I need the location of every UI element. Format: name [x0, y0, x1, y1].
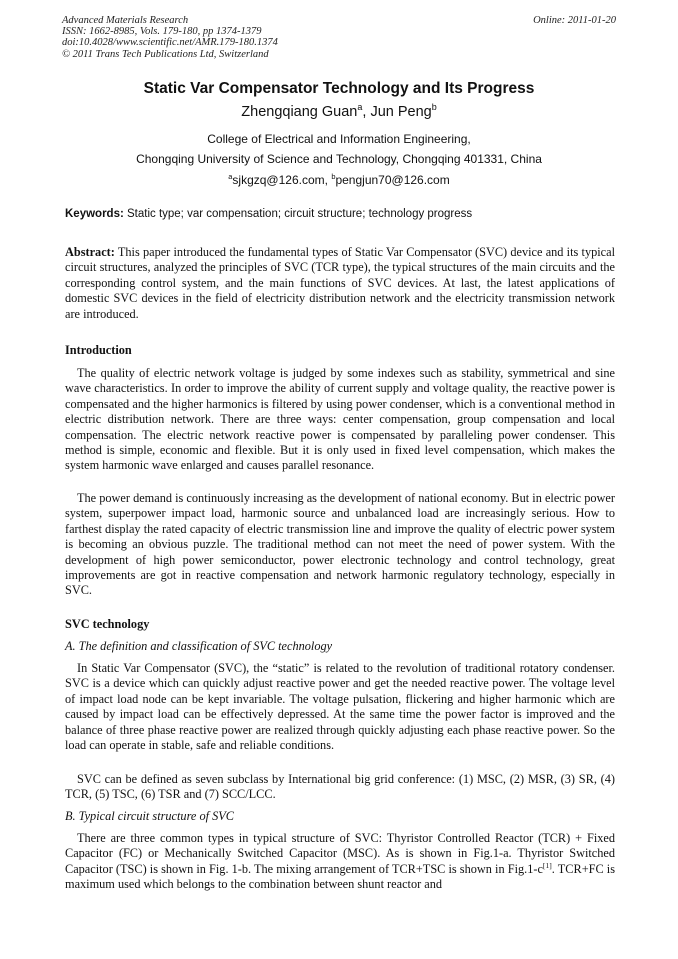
email-address: sjkgzq@126.com, [232, 173, 332, 187]
subsection-heading: A. The definition and classification of SVC technology [65, 639, 333, 653]
paragraph [65, 661, 615, 753]
doi-line: doi:10.4028/www.scientific.net/AMR.179-180.1374 [62, 37, 278, 49]
keywords-label: Keywords: [65, 208, 124, 220]
author-name: Jun Peng [370, 104, 432, 120]
affiliation-marker: a [357, 102, 363, 113]
paragraph-text: In Static Var Compensator (SVC), the “static” is related to the revolution of traditional rotatory condenser. SVC is a device which can quickly adjust reactive power and get the needed reactive power. The voltage level of impact load node can be kept invariable. The voltage pulsation, flickering and higher harmonic which are caused by impact load can be effectively depressed. At the same time the power factor is improved and the balance of three phase reactive power are realized through quickly adjusting each phase reactive power. So the load can operate in stable, safe and reliable conditions. [65, 661, 615, 753]
copyright-line: © 2011 Trans Tech Publications Ltd, Switzerland [62, 48, 269, 60]
author-emails [0, 173, 678, 187]
journal-name: Advanced Materials Research [62, 15, 189, 26]
affiliation-line: Chongqing University of Science and Technology, Chongqing 401331, China [136, 152, 542, 166]
author-separator: , [362, 104, 371, 120]
author-list [0, 104, 678, 120]
paragraph [65, 491, 615, 599]
issn-line: ISSN: 1662-8985, Vols. 179-180, pp 1374-1379 [62, 26, 262, 38]
paragraph [65, 772, 615, 803]
citation-ref: [1] [542, 860, 552, 870]
paragraph-text: . TCR+FC is maximum used which belongs to the combination between shunt reactor and [65, 861, 615, 892]
abstract-label: Abstract: [65, 245, 115, 259]
paragraph-text: The power demand is continuously increasing as the development of national economy. But in electric power system, superpower impact load, harmonic source and unbalanced load are increasingly serious. How to farthest display the rated capacity of electric transmission line and improve the quality of electric power system is becoming an obvious puzzle. The traditional method can not meet the need of power system. With the development of high power semiconductor, power electronic technology and control technology, great improvements are got in reactive compensation and network harmonic regulatory technology, especially in SVC. [65, 491, 615, 598]
paragraph [65, 366, 615, 474]
paragraph-text: The quality of electric network voltage is judged by some indexes such as stability, symmetrical and sine wave characteristics. In order to improve the ability of current supply and voltage quality, the reactive power is compensated and the higher harmonics is filtered by using power condenser, which is a conventional method in electric distribution network. There are three ways: center compensation, group compensation and local compensation. The electric network reactive power is compensated by paralleling power condenser. This method is simple, economic and flexible. But it is only used in fixed level compensation, which makes the system harmonic wave enlarged and causes parallel resonance. [65, 366, 615, 473]
subsection-heading: B. Typical circuit structure of SVC [65, 809, 234, 823]
keywords-text: Static type; var compensation; circuit structure; technology progress [123, 208, 473, 220]
abstract [65, 245, 615, 322]
email-marker: a [228, 172, 233, 181]
affiliation-marker: b [431, 102, 437, 113]
online-date: Online: 2011-01-20 [533, 15, 616, 26]
journal-metadata [62, 15, 618, 60]
affiliation-line: College of Electrical and Information Engineering, [207, 132, 471, 146]
section-heading: SVC technology [65, 617, 150, 631]
author-name: Zhengqiang Guan [241, 104, 358, 120]
paragraph-text: There are three common types in typical structure of SVC: Thyristor Controlled Reactor (TCR) + Fixed Capacitor (FC) or Mechanically Switched Capacitor (MSC). As is shown in Fig.1-a. Thyristor Switched Capacitor (TSC) is shown in Fig. 1-b. The mixing arrangement of TCR+TSC is shown in Fig.1-c [65, 831, 615, 876]
abstract-text: This paper introduced the fundamental types of Static Var Compensator (SVC) device and its typical circuit structures, analyzed the principles of SVC (TCR type), the typical structures of the main circuits and the corresponding control system, and the main functions of SVC devices. At last, the latest applications of domestic SVC devices in the field of electricity distribution network and the electricity transmission network are introduced. [65, 245, 615, 321]
keywords [65, 208, 617, 220]
section-heading: Introduction [65, 343, 132, 357]
email-marker: b [331, 172, 336, 181]
email-address: pengjun70@126.com [335, 173, 450, 187]
paper-title: Static Var Compensator Technology and Its Progress [143, 80, 535, 97]
paragraph-text: SVC can be defined as seven subclass by International big grid conference: (1) MSC, (2) MSR, (3) SR, (4) TCR, (5) TSC, (6) TSR and (7) SCC/LCC. [65, 772, 615, 802]
paragraph [65, 831, 615, 893]
